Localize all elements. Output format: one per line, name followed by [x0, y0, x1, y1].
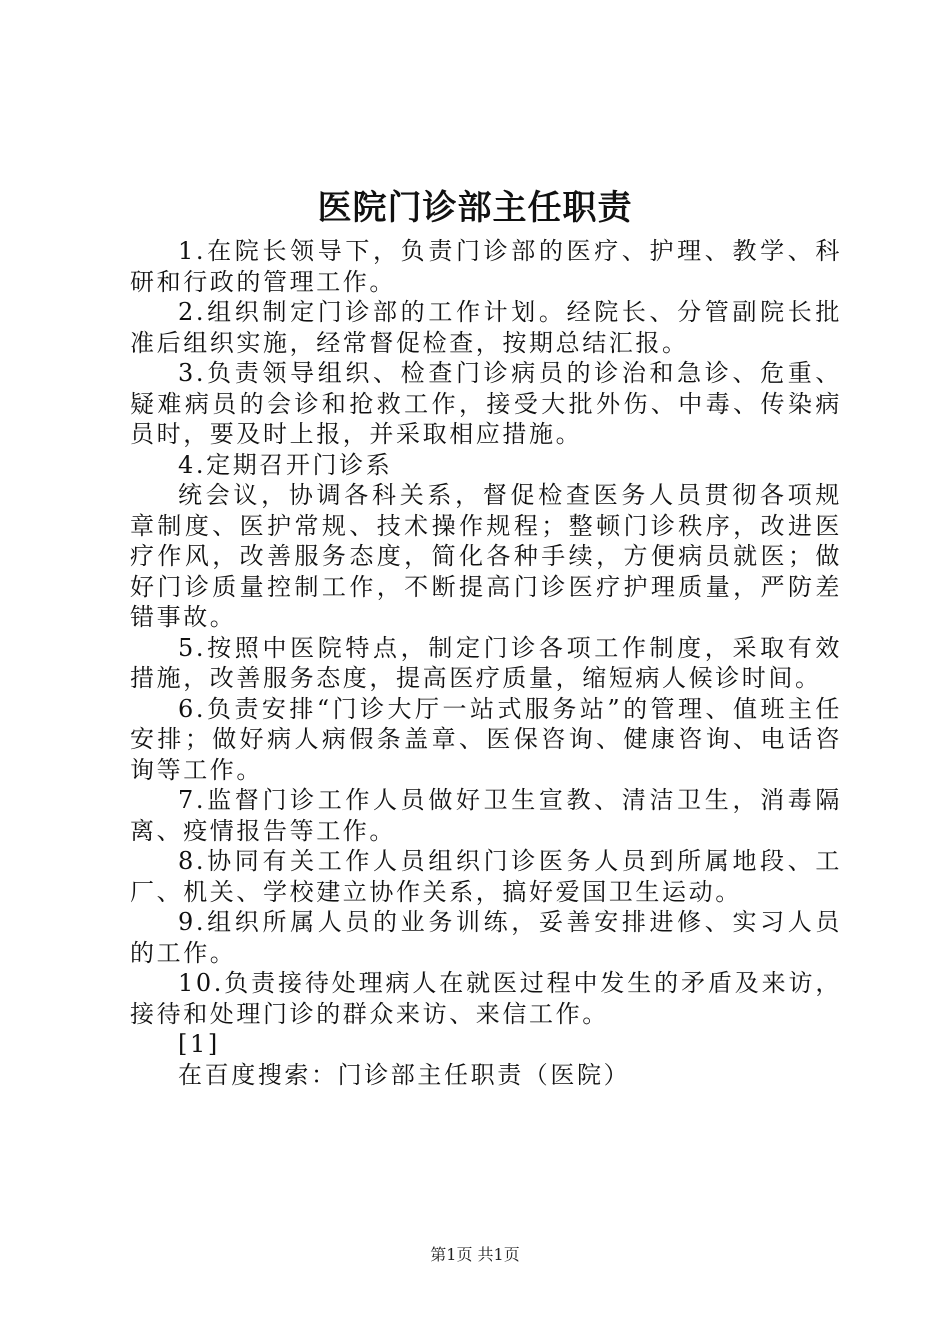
reference-marker: [1] [178, 1030, 220, 1058]
paragraph-3: 3.负责领导组织、检查门诊病员的诊治和急诊、危重、疑难病员的会诊和抢救工作，接受大批外伤、中毒、传染病员时，要及时上报，并采取相应措施。 [130, 359, 842, 448]
paragraph-1: 1.在院长领导下，负责门诊部的医疗、护理、教学、科研和行政的管理工作。 [130, 237, 842, 296]
paragraph-5: 5.按照中医院特点，制定门诊各项工作制度，采取有效措施，改善服务态度，提高医疗质量，缩短病人候诊时间。 [130, 633, 842, 692]
page-footer: 第1页 共1页 [430, 1245, 520, 1264]
paragraph-9: 9.组织所属人员的业务训练，妥善安排进修、实习人员的工作。 [130, 908, 842, 967]
paragraph-6: 6.负责安排“门诊大厅一站式服务站”的管理、值班主任安排；做好病人病假条盖章、医保咨询、健康咨询、电话咨询等工作。 [130, 694, 842, 784]
paragraph-8: 8.协同有关工作人员组织门诊医务人员到所属地段、工厂、机关、学校建立协作关系，搞好爱国卫生运动。 [130, 847, 842, 906]
search-note: 在百度搜索：门诊部主任职责（医院） [178, 1060, 631, 1089]
document-title: 医院门诊部主任职责 [317, 188, 633, 228]
document-body [130, 236, 842, 1090]
paragraph-4-continued: 统会议，协调各科关系，督促检查医务人员贯彻各项规章制度、医护常规、技术操作规程；整顿门诊秩序，改进医疗作风，改善服务态度，简化各种手续，方便病员就医；做好门诊质量控制工作，不断提高门诊医疗护理质量，严防差错事故。 [130, 481, 842, 631]
paragraph-4: 4.定期召开门诊系 [178, 450, 393, 479]
paragraph-7: 7.监督门诊工作人员做好卫生宣教、清洁卫生，消毒隔离、疫情报告等工作。 [130, 786, 842, 845]
paragraph-10: 10.负责接待处理病人在就医过程中发生的矛盾及来访，接待和处理门诊的群众来访、来信工作。 [130, 969, 842, 1028]
paragraph-2: 2.组织制定门诊部的工作计划。经院长、分管副院长批准后组织实施，经常督促检查，按期总结汇报。 [130, 298, 842, 357]
